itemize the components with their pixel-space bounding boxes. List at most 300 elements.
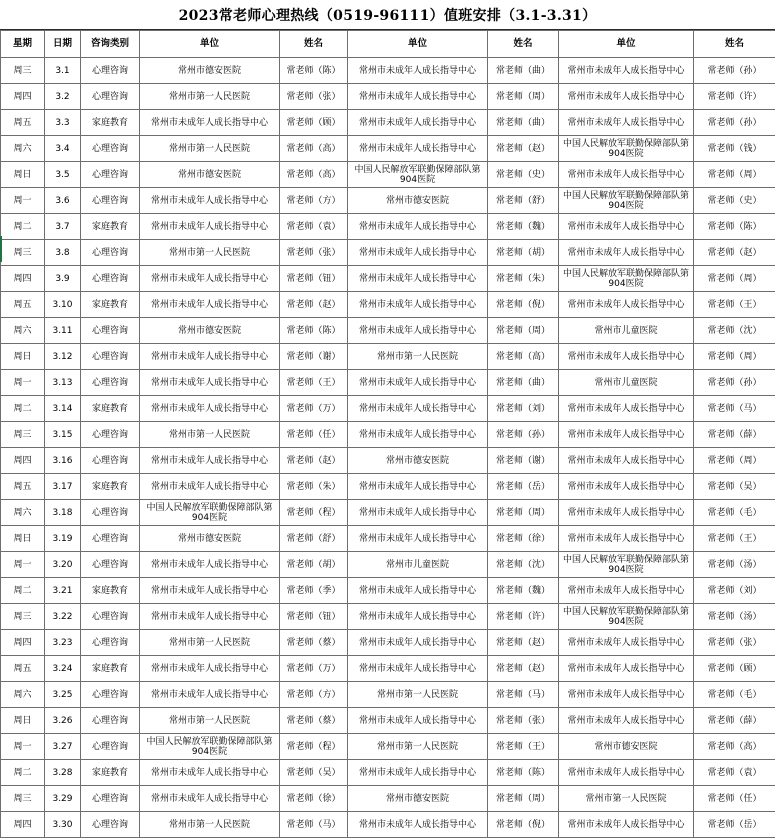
name-cell-2[interactable]: 常老师（朱） <box>488 266 559 292</box>
weekday-cell[interactable]: 周六 <box>1 136 45 162</box>
name-cell-1[interactable]: 常老师（程） <box>280 500 348 526</box>
table-row <box>1 84 775 110</box>
header-unit-2: 单位 <box>348 31 488 58</box>
date-cell[interactable]: 3.17 <box>45 474 81 500</box>
unit-cell-1[interactable]: 常州市德安医院 <box>140 162 280 188</box>
unit-cell-3[interactable]: 常州市未成年人成长指导中心 <box>559 344 694 370</box>
name-cell-1[interactable]: 常老师（方） <box>280 188 348 214</box>
name-cell-3[interactable]: 常老师（汤） <box>694 552 775 578</box>
name-cell-2[interactable]: 常老师（周） <box>488 500 559 526</box>
unit-cell-3[interactable]: 常州市未成年人成长指导中心 <box>559 422 694 448</box>
table-row <box>1 552 775 578</box>
table-row <box>1 656 775 682</box>
header-date: 日期 <box>45 31 81 58</box>
name-cell-1[interactable]: 常老师（陈） <box>280 318 348 344</box>
unit-cell-2[interactable]: 常州市德安医院 <box>348 188 488 214</box>
name-cell-3[interactable]: 常老师（薛） <box>694 708 775 734</box>
date-cell[interactable]: 3.20 <box>45 552 81 578</box>
unit-cell-3[interactable]: 常州市儿童医院 <box>559 370 694 396</box>
name-cell-1[interactable]: 常老师（高） <box>280 136 348 162</box>
weekday-cell[interactable]: 周六 <box>1 500 45 526</box>
unit-cell-2[interactable]: 常州市未成年人成长指导中心 <box>348 292 488 318</box>
unit-cell-2[interactable]: 常州市未成年人成长指导中心 <box>348 500 488 526</box>
weekday-cell[interactable]: 周日 <box>1 526 45 552</box>
unit-cell-3[interactable]: 常州市未成年人成长指导中心 <box>559 630 694 656</box>
name-cell-3[interactable]: 常老师（史） <box>694 188 775 214</box>
unit-cell-1[interactable]: 常州市未成年人成长指导中心 <box>140 370 280 396</box>
unit-cell-2[interactable]: 常州市德安医院 <box>348 786 488 812</box>
date-cell[interactable]: 3.12 <box>45 344 81 370</box>
unit-cell-1[interactable]: 常州市未成年人成长指导中心 <box>140 266 280 292</box>
category-cell[interactable]: 家庭教育 <box>81 760 140 786</box>
name-cell-2[interactable]: 常老师（周） <box>488 84 559 110</box>
name-cell-3[interactable]: 常老师（王） <box>694 292 775 318</box>
name-cell-1[interactable]: 常老师（朱） <box>280 474 348 500</box>
weekday-cell[interactable]: 周二 <box>1 760 45 786</box>
name-cell-3[interactable]: 常老师（吴） <box>694 474 775 500</box>
unit-cell-2[interactable]: 常州市第一人民医院 <box>348 682 488 708</box>
category-cell[interactable]: 心理咨询 <box>81 682 140 708</box>
unit-cell-3[interactable]: 常州市未成年人成长指导中心 <box>559 214 694 240</box>
unit-cell-3[interactable]: 常州市未成年人成长指导中心 <box>559 500 694 526</box>
weekday-cell[interactable]: 周一 <box>1 734 45 760</box>
category-cell[interactable]: 心理咨询 <box>81 422 140 448</box>
name-cell-2[interactable]: 常老师（赵） <box>488 630 559 656</box>
date-cell[interactable]: 3.7 <box>45 214 81 240</box>
unit-cell-1[interactable]: 常州市第一人民医院 <box>140 136 280 162</box>
unit-cell-2[interactable]: 常州市未成年人成长指导中心 <box>348 578 488 604</box>
unit-cell-1[interactable]: 常州市未成年人成长指导中心 <box>140 344 280 370</box>
name-cell-2[interactable]: 常老师（曲） <box>488 110 559 136</box>
unit-cell-3[interactable]: 常州市儿童医院 <box>559 318 694 344</box>
unit-cell-1[interactable]: 常州市未成年人成长指导中心 <box>140 474 280 500</box>
unit-cell-2[interactable]: 常州市未成年人成长指导中心 <box>348 604 488 630</box>
table-row <box>1 786 775 812</box>
unit-cell-1[interactable]: 常州市未成年人成长指导中心 <box>140 110 280 136</box>
date-cell[interactable]: 3.16 <box>45 448 81 474</box>
date-cell[interactable]: 3.10 <box>45 292 81 318</box>
category-cell[interactable]: 家庭教育 <box>81 396 140 422</box>
header-name-2: 姓名 <box>488 31 559 58</box>
name-cell-3[interactable]: 常老师（薛） <box>694 422 775 448</box>
date-cell[interactable]: 3.2 <box>45 84 81 110</box>
weekday-cell[interactable]: 周日 <box>1 708 45 734</box>
unit-cell-1[interactable]: 中国人民解放军联勤保障部队第904医院 <box>140 734 280 760</box>
weekday-cell[interactable]: 周四 <box>1 630 45 656</box>
name-cell-2[interactable]: 常老师（周） <box>488 786 559 812</box>
table-row <box>1 266 775 292</box>
name-cell-1[interactable]: 常老师（任） <box>280 422 348 448</box>
category-cell[interactable]: 心理咨询 <box>81 84 140 110</box>
category-cell[interactable]: 家庭教育 <box>81 578 140 604</box>
unit-cell-2[interactable]: 常州市未成年人成长指导中心 <box>348 318 488 344</box>
weekday-cell[interactable]: 周二 <box>1 396 45 422</box>
unit-cell-2[interactable]: 常州市未成年人成长指导中心 <box>348 58 488 84</box>
table-row <box>1 682 775 708</box>
category-cell[interactable]: 心理咨询 <box>81 552 140 578</box>
category-cell[interactable]: 家庭教育 <box>81 214 140 240</box>
category-cell[interactable]: 心理咨询 <box>81 58 140 84</box>
weekday-cell[interactable]: 周三 <box>1 240 45 266</box>
weekday-cell[interactable]: 周日 <box>1 344 45 370</box>
date-cell[interactable]: 3.13 <box>45 370 81 396</box>
name-cell-3[interactable]: 常老师（张） <box>694 630 775 656</box>
weekday-cell[interactable]: 周四 <box>1 84 45 110</box>
name-cell-1[interactable]: 常老师（钮） <box>280 266 348 292</box>
weekday-cell[interactable]: 周五 <box>1 656 45 682</box>
weekday-cell[interactable]: 周一 <box>1 552 45 578</box>
unit-cell-1[interactable]: 常州市第一人民医院 <box>140 422 280 448</box>
name-cell-2[interactable]: 常老师（徐） <box>488 526 559 552</box>
date-cell[interactable]: 3.19 <box>45 526 81 552</box>
name-cell-1[interactable]: 常老师（张） <box>280 240 348 266</box>
header-unit-1: 单位 <box>140 31 280 58</box>
unit-cell-2[interactable]: 常州市未成年人成长指导中心 <box>348 708 488 734</box>
unit-cell-2[interactable]: 常州市未成年人成长指导中心 <box>348 630 488 656</box>
unit-cell-3[interactable]: 常州市未成年人成长指导中心 <box>559 760 694 786</box>
date-cell[interactable]: 3.24 <box>45 656 81 682</box>
unit-cell-1[interactable]: 常州市第一人民医院 <box>140 630 280 656</box>
name-cell-3[interactable]: 常老师（毛） <box>694 500 775 526</box>
unit-cell-2[interactable]: 常州市未成年人成长指导中心 <box>348 240 488 266</box>
header-row <box>1 31 775 58</box>
weekday-cell[interactable]: 周二 <box>1 578 45 604</box>
name-cell-3[interactable]: 常老师（袁） <box>694 760 775 786</box>
weekday-cell[interactable]: 周六 <box>1 682 45 708</box>
name-cell-2[interactable]: 常老师（曲） <box>488 58 559 84</box>
date-cell[interactable]: 3.21 <box>45 578 81 604</box>
name-cell-3[interactable]: 常老师（周） <box>694 266 775 292</box>
name-cell-2[interactable]: 常老师（舒） <box>488 188 559 214</box>
unit-cell-1[interactable]: 常州市未成年人成长指导中心 <box>140 188 280 214</box>
unit-cell-3[interactable]: 常州市未成年人成长指导中心 <box>559 682 694 708</box>
date-cell[interactable]: 3.14 <box>45 396 81 422</box>
unit-cell-1[interactable]: 常州市未成年人成长指导中心 <box>140 656 280 682</box>
unit-cell-3[interactable]: 中国人民解放军联勤保障部队第904医院 <box>559 136 694 162</box>
category-cell[interactable]: 心理咨询 <box>81 786 140 812</box>
category-cell[interactable]: 心理咨询 <box>81 500 140 526</box>
unit-cell-3[interactable]: 常州市未成年人成长指导中心 <box>559 110 694 136</box>
unit-cell-1[interactable]: 常州市第一人民医院 <box>140 84 280 110</box>
unit-cell-3[interactable]: 常州市未成年人成长指导中心 <box>559 812 694 838</box>
unit-cell-2[interactable]: 常州市未成年人成长指导中心 <box>348 396 488 422</box>
name-cell-1[interactable]: 常老师（程） <box>280 734 348 760</box>
unit-cell-2[interactable]: 常州市未成年人成长指导中心 <box>348 474 488 500</box>
category-cell[interactable]: 心理咨询 <box>81 604 140 630</box>
unit-cell-1[interactable]: 中国人民解放军联勤保障部队第904医院 <box>140 500 280 526</box>
unit-cell-3[interactable]: 常州市未成年人成长指导中心 <box>559 474 694 500</box>
unit-cell-3[interactable]: 常州市未成年人成长指导中心 <box>559 708 694 734</box>
name-cell-2[interactable]: 常老师（谢） <box>488 448 559 474</box>
unit-cell-2[interactable]: 中国人民解放军联勤保障部队第904医院 <box>348 162 488 188</box>
category-cell[interactable]: 家庭教育 <box>81 474 140 500</box>
unit-cell-1[interactable]: 常州市未成年人成长指导中心 <box>140 396 280 422</box>
date-cell[interactable]: 3.29 <box>45 786 81 812</box>
unit-cell-2[interactable]: 常州市未成年人成长指导中心 <box>348 526 488 552</box>
name-cell-3[interactable]: 常老师（陈） <box>694 214 775 240</box>
name-cell-3[interactable]: 常老师（马） <box>694 396 775 422</box>
date-cell[interactable]: 3.9 <box>45 266 81 292</box>
sheet-title: 2023常老师心理热线（0519-96111）值班安排（3.1-3.31） <box>0 0 775 30</box>
unit-cell-1[interactable]: 常州市未成年人成长指导中心 <box>140 214 280 240</box>
unit-cell-1[interactable]: 常州市德安医院 <box>140 58 280 84</box>
category-cell[interactable]: 心理咨询 <box>81 630 140 656</box>
name-cell-1[interactable]: 常老师（方） <box>280 682 348 708</box>
unit-cell-2[interactable]: 常州市未成年人成长指导中心 <box>348 214 488 240</box>
date-cell[interactable]: 3.22 <box>45 604 81 630</box>
table-row <box>1 318 775 344</box>
name-cell-1[interactable]: 常老师（万） <box>280 656 348 682</box>
unit-cell-2[interactable]: 常州市未成年人成长指导中心 <box>348 84 488 110</box>
weekday-cell[interactable]: 周六 <box>1 318 45 344</box>
weekday-cell[interactable]: 周三 <box>1 604 45 630</box>
name-cell-1[interactable]: 常老师（袁） <box>280 214 348 240</box>
weekday-cell[interactable]: 周二 <box>1 214 45 240</box>
date-cell[interactable]: 3.23 <box>45 630 81 656</box>
name-cell-2[interactable]: 常老师（倪） <box>488 812 559 838</box>
active-row-marker <box>0 236 2 262</box>
name-cell-2[interactable]: 常老师（陈） <box>488 760 559 786</box>
table-row <box>1 422 775 448</box>
header-name-1: 姓名 <box>280 31 348 58</box>
name-cell-3[interactable]: 常老师（许） <box>694 84 775 110</box>
unit-cell-2[interactable]: 常州市儿童医院 <box>348 552 488 578</box>
date-cell[interactable]: 3.18 <box>45 500 81 526</box>
unit-cell-2[interactable]: 常州市未成年人成长指导中心 <box>348 110 488 136</box>
header-weekday: 星期 <box>1 31 45 58</box>
category-cell[interactable]: 心理咨询 <box>81 370 140 396</box>
name-cell-2[interactable]: 常老师（魏） <box>488 214 559 240</box>
unit-cell-2[interactable]: 常州市未成年人成长指导中心 <box>348 656 488 682</box>
category-cell[interactable]: 心理咨询 <box>81 344 140 370</box>
category-cell[interactable]: 心理咨询 <box>81 318 140 344</box>
date-cell[interactable]: 3.11 <box>45 318 81 344</box>
name-cell-3[interactable]: 常老师（王） <box>694 526 775 552</box>
unit-cell-2[interactable]: 常州市未成年人成长指导中心 <box>348 136 488 162</box>
weekday-cell[interactable]: 周一 <box>1 188 45 214</box>
table-row <box>1 136 775 162</box>
unit-cell-1[interactable]: 常州市第一人民医院 <box>140 240 280 266</box>
unit-cell-3[interactable]: 常州市第一人民医院 <box>559 786 694 812</box>
unit-cell-3[interactable]: 常州市德安医院 <box>559 734 694 760</box>
name-cell-3[interactable]: 常老师（顾） <box>694 656 775 682</box>
name-cell-2[interactable]: 常老师（周） <box>488 318 559 344</box>
name-cell-1[interactable]: 常老师（胡） <box>280 552 348 578</box>
weekday-cell[interactable]: 周四 <box>1 812 45 838</box>
name-cell-1[interactable]: 常老师（王） <box>280 370 348 396</box>
unit-cell-3[interactable]: 常州市未成年人成长指导中心 <box>559 84 694 110</box>
date-cell[interactable]: 3.1 <box>45 58 81 84</box>
weekday-cell[interactable]: 周四 <box>1 448 45 474</box>
unit-cell-1[interactable]: 常州市未成年人成长指导中心 <box>140 578 280 604</box>
name-cell-1[interactable]: 常老师（舒） <box>280 526 348 552</box>
date-cell[interactable]: 3.15 <box>45 422 81 448</box>
name-cell-2[interactable]: 常老师（高） <box>488 344 559 370</box>
table-row <box>1 162 775 188</box>
unit-cell-3[interactable]: 常州市未成年人成长指导中心 <box>559 162 694 188</box>
unit-cell-3[interactable]: 常州市未成年人成长指导中心 <box>559 448 694 474</box>
name-cell-3[interactable]: 常老师（周） <box>694 448 775 474</box>
category-cell[interactable]: 家庭教育 <box>81 292 140 318</box>
name-cell-2[interactable]: 常老师（魏） <box>488 578 559 604</box>
schedule-table <box>0 30 775 838</box>
category-cell[interactable]: 心理咨询 <box>81 448 140 474</box>
date-cell[interactable]: 3.27 <box>45 734 81 760</box>
weekday-cell[interactable]: 周四 <box>1 266 45 292</box>
unit-cell-2[interactable]: 常州市第一人民医院 <box>348 734 488 760</box>
unit-cell-3[interactable]: 常州市未成年人成长指导中心 <box>559 578 694 604</box>
name-cell-2[interactable]: 常老师（沈） <box>488 552 559 578</box>
unit-cell-3[interactable]: 常州市未成年人成长指导中心 <box>559 526 694 552</box>
date-cell[interactable]: 3.5 <box>45 162 81 188</box>
name-cell-3[interactable]: 常老师（刘） <box>694 578 775 604</box>
unit-cell-2[interactable]: 常州市德安医院 <box>348 448 488 474</box>
table-row <box>1 578 775 604</box>
table-row <box>1 448 775 474</box>
unit-cell-3[interactable]: 常州市未成年人成长指导中心 <box>559 292 694 318</box>
name-cell-2[interactable]: 常老师（胡） <box>488 240 559 266</box>
date-cell[interactable]: 3.30 <box>45 812 81 838</box>
unit-cell-1[interactable]: 常州市未成年人成长指导中心 <box>140 786 280 812</box>
table-row <box>1 526 775 552</box>
name-cell-1[interactable]: 常老师（陈） <box>280 58 348 84</box>
table-row <box>1 370 775 396</box>
weekday-cell[interactable]: 周三 <box>1 786 45 812</box>
unit-cell-2[interactable]: 常州市第一人民医院 <box>348 344 488 370</box>
name-cell-3[interactable]: 常老师（沈） <box>694 318 775 344</box>
name-cell-3[interactable]: 常老师（孙） <box>694 370 775 396</box>
unit-cell-3[interactable]: 中国人民解放军联勤保障部队第904医院 <box>559 188 694 214</box>
table-row <box>1 630 775 656</box>
name-cell-1[interactable]: 常老师（高） <box>280 162 348 188</box>
date-cell[interactable]: 3.3 <box>45 110 81 136</box>
name-cell-3[interactable]: 常老师（岳） <box>694 812 775 838</box>
name-cell-3[interactable]: 常老师（高） <box>694 734 775 760</box>
name-cell-3[interactable]: 常老师（毛） <box>694 682 775 708</box>
name-cell-2[interactable]: 常老师（赵） <box>488 136 559 162</box>
unit-cell-1[interactable]: 常州市未成年人成长指导中心 <box>140 604 280 630</box>
weekday-cell[interactable]: 周日 <box>1 162 45 188</box>
category-cell[interactable]: 心理咨询 <box>81 734 140 760</box>
weekday-cell[interactable]: 周三 <box>1 58 45 84</box>
unit-cell-2[interactable]: 常州市未成年人成长指导中心 <box>348 812 488 838</box>
name-cell-3[interactable]: 常老师（任） <box>694 786 775 812</box>
name-cell-1[interactable]: 常老师（万） <box>280 396 348 422</box>
category-cell[interactable]: 心理咨询 <box>81 188 140 214</box>
name-cell-1[interactable]: 常老师（谢） <box>280 344 348 370</box>
weekday-cell[interactable]: 周五 <box>1 110 45 136</box>
unit-cell-1[interactable]: 常州市未成年人成长指导中心 <box>140 552 280 578</box>
name-cell-3[interactable]: 常老师（汤） <box>694 604 775 630</box>
unit-cell-3[interactable]: 中国人民解放军联勤保障部队第904医院 <box>559 552 694 578</box>
name-cell-2[interactable]: 常老师（孙） <box>488 422 559 448</box>
name-cell-1[interactable]: 常老师（顾） <box>280 110 348 136</box>
unit-cell-3[interactable]: 常州市未成年人成长指导中心 <box>559 656 694 682</box>
unit-cell-1[interactable]: 常州市德安医院 <box>140 318 280 344</box>
unit-cell-3[interactable]: 中国人民解放军联勤保障部队第904医院 <box>559 604 694 630</box>
name-cell-2[interactable]: 常老师（刘） <box>488 396 559 422</box>
date-cell[interactable]: 3.6 <box>45 188 81 214</box>
name-cell-2[interactable]: 常老师（王） <box>488 734 559 760</box>
name-cell-2[interactable]: 常老师（赵） <box>488 656 559 682</box>
name-cell-2[interactable]: 常老师（曲） <box>488 370 559 396</box>
category-cell[interactable]: 家庭教育 <box>81 656 140 682</box>
weekday-cell[interactable]: 周三 <box>1 422 45 448</box>
header-name-3: 姓名 <box>694 31 775 58</box>
date-cell[interactable]: 3.4 <box>45 136 81 162</box>
name-cell-1[interactable]: 常老师（蔡） <box>280 708 348 734</box>
category-cell[interactable]: 心理咨询 <box>81 812 140 838</box>
name-cell-2[interactable]: 常老师（张） <box>488 708 559 734</box>
date-cell[interactable]: 3.25 <box>45 682 81 708</box>
name-cell-2[interactable]: 常老师（许） <box>488 604 559 630</box>
name-cell-3[interactable]: 常老师（孙） <box>694 110 775 136</box>
name-cell-1[interactable]: 常老师（马） <box>280 812 348 838</box>
weekday-cell[interactable]: 周五 <box>1 474 45 500</box>
date-cell[interactable]: 3.26 <box>45 708 81 734</box>
name-cell-2[interactable]: 常老师（岳） <box>488 474 559 500</box>
unit-cell-2[interactable]: 常州市未成年人成长指导中心 <box>348 760 488 786</box>
name-cell-1[interactable]: 常老师（张） <box>280 84 348 110</box>
unit-cell-3[interactable]: 常州市未成年人成长指导中心 <box>559 58 694 84</box>
name-cell-1[interactable]: 常老师（蔡） <box>280 630 348 656</box>
name-cell-1[interactable]: 常老师（季） <box>280 578 348 604</box>
category-cell[interactable]: 心理咨询 <box>81 708 140 734</box>
name-cell-1[interactable]: 常老师（徐） <box>280 786 348 812</box>
category-cell[interactable]: 心理咨询 <box>81 136 140 162</box>
date-cell[interactable]: 3.28 <box>45 760 81 786</box>
unit-cell-2[interactable]: 常州市未成年人成长指导中心 <box>348 370 488 396</box>
unit-cell-2[interactable]: 常州市未成年人成长指导中心 <box>348 422 488 448</box>
name-cell-2[interactable]: 常老师（倪） <box>488 292 559 318</box>
unit-cell-1[interactable]: 常州市未成年人成长指导中心 <box>140 448 280 474</box>
name-cell-1[interactable]: 常老师（赵） <box>280 448 348 474</box>
unit-cell-1[interactable]: 常州市第一人民医院 <box>140 812 280 838</box>
unit-cell-3[interactable]: 常州市未成年人成长指导中心 <box>559 396 694 422</box>
unit-cell-1[interactable]: 常州市未成年人成长指导中心 <box>140 760 280 786</box>
name-cell-3[interactable]: 常老师（钱） <box>694 136 775 162</box>
date-cell[interactable]: 3.8 <box>45 240 81 266</box>
weekday-cell[interactable]: 周五 <box>1 292 45 318</box>
name-cell-1[interactable]: 常老师（赵） <box>280 292 348 318</box>
category-cell[interactable]: 心理咨询 <box>81 240 140 266</box>
name-cell-3[interactable]: 常老师（孙） <box>694 58 775 84</box>
unit-cell-1[interactable]: 常州市第一人民医院 <box>140 708 280 734</box>
name-cell-3[interactable]: 常老师（赵） <box>694 240 775 266</box>
name-cell-3[interactable]: 常老师（周） <box>694 162 775 188</box>
category-cell[interactable]: 心理咨询 <box>81 526 140 552</box>
table-row <box>1 760 775 786</box>
category-cell[interactable]: 心理咨询 <box>81 266 140 292</box>
unit-cell-1[interactable]: 常州市德安医院 <box>140 526 280 552</box>
name-cell-2[interactable]: 常老师（马） <box>488 682 559 708</box>
name-cell-2[interactable]: 常老师（史） <box>488 162 559 188</box>
name-cell-3[interactable]: 常老师（周） <box>694 344 775 370</box>
name-cell-1[interactable]: 常老师（钮） <box>280 604 348 630</box>
unit-cell-3[interactable]: 常州市未成年人成长指导中心 <box>559 240 694 266</box>
unit-cell-2[interactable]: 常州市未成年人成长指导中心 <box>348 266 488 292</box>
table-row <box>1 734 775 760</box>
unit-cell-1[interactable]: 常州市未成年人成长指导中心 <box>140 292 280 318</box>
unit-cell-1[interactable]: 常州市未成年人成长指导中心 <box>140 682 280 708</box>
name-cell-1[interactable]: 常老师（吴） <box>280 760 348 786</box>
table-row <box>1 474 775 500</box>
weekday-cell[interactable]: 周一 <box>1 370 45 396</box>
header-category: 咨询类别 <box>81 31 140 58</box>
category-cell[interactable]: 心理咨询 <box>81 162 140 188</box>
unit-cell-3[interactable]: 中国人民解放军联勤保障部队第904医院 <box>559 266 694 292</box>
category-cell[interactable]: 家庭教育 <box>81 110 140 136</box>
